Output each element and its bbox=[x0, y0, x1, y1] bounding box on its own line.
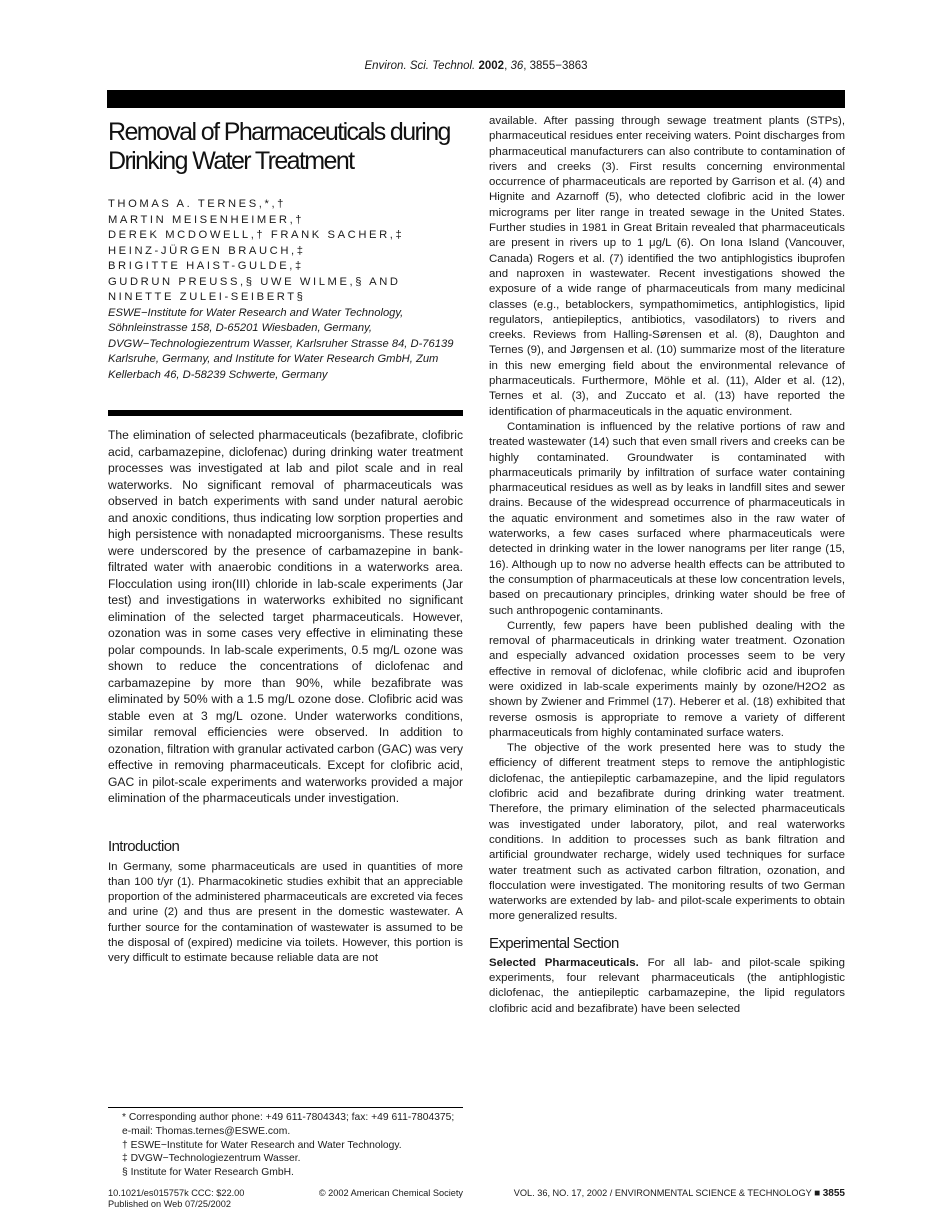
header-rule bbox=[107, 90, 845, 108]
footer-left bbox=[108, 1188, 463, 1210]
abstract-rule bbox=[108, 410, 463, 416]
author-line: GUDRUN PREUSS,§ UWE WILME,§ AND bbox=[108, 275, 401, 288]
journal-pages: 3855−3863 bbox=[529, 60, 588, 72]
intro-paragraph: The objective of the work presented here was to study the efficiency of different treatment steps to remove the antiphlogistic diclofenac, the antiepileptic carbamazepine, and the lipid regulators clofibric acid and bezafibrate during drinking water treatment. Therefore, the primary elimination of the selected pharmaceuticals was investigated under laboratory, pilot, and real waterworks conditions. In addition to processes such as bank filtration and artificial groundwater recharge, widely used techniques for surface water treatment such as activated carbon filtration, ozonation, and flocculation were investigated. The monitoring results of two German waterworks are extended by lab- and pilot-scale experiments to obtain more generalized results. bbox=[489, 742, 845, 923]
experimental-paragraph bbox=[489, 956, 845, 1017]
abstract: The elimination of selected pharmaceuticals (bezafibrate, clofibric acid, carbamazepine, diclofenac) during drinking water treatment processes was investigated at lab and pilot scale and in real waterworks. No significant removal of pharmaceuticals was observed in batch experiments with sand under natural aerobic and anoxic conditions, thus indicating low sorption properties and high persistence with nonadapted microorganisms. These results were underscored by the presence of carbamazepine in bank-filtrated water with anaerobic conditions in a waterworks area. Flocculation using iron(III) chloride in lab-scale experiments (Jar test) and investigations in waterworks exhibited no significant elimination of the selected target pharmaceuticals. However, ozonation was in some cases very effective in eliminating these polar compounds. In lab-scale experiments, 0.5 mg/L ozone was shown to reduce the concentrations of diclofenac and carbamazepine by more than 90%, while bezafibrate was eliminated by 50% with a 1.5 mg/L ozone dose. Clofibric acid was stable even at 3 mg/L ozone. Under waterworks conditions, similar removal efficiencies were observed. In addition to ozonation, filtration with granular activated carbon (GAC) was very effective in removing pharmaceuticals. Except for clofibric acid, GAC in pilot-scale experiments and waterworks provided a major elimination of the pharmaceuticals under investigation. bbox=[108, 428, 463, 805]
author-line: BRIGITTE HAIST-GULDE,‡ bbox=[108, 260, 304, 272]
footnote: * Corresponding author phone: +49 611-7804343; fax: +49 611-7804375; e-mail: Thomas.ternes@ESWE.com. bbox=[122, 1112, 455, 1137]
author-line: MARTIN MEISENHEIMER,† bbox=[108, 213, 305, 226]
journal-volume: 36 bbox=[510, 60, 524, 72]
right-column bbox=[489, 114, 845, 1017]
footnotes bbox=[108, 1107, 463, 1180]
experimental-subheading: Selected Pharmaceuticals. bbox=[489, 956, 639, 969]
footer-right bbox=[489, 1188, 845, 1199]
page-number: 3855 bbox=[822, 1188, 845, 1199]
author-line: HEINZ-JÜRGEN BRAUCH,‡ bbox=[108, 244, 306, 257]
doi-row bbox=[108, 1188, 463, 1199]
affiliations: ESWE−Institute for Water Research and Water Technology, Söhnleinstrasse 158, D-65201 Wiesbaden, Germany, DVGW−Technologiezentrum Wasser, Karlsruher Strasse 84, D-76139 Karlsruhe, Germany, and Institute for Water Research GmbH, Zum Kellerbach 46, D-58239 Schwerte, Germany bbox=[108, 306, 454, 381]
journal-year: 2002 bbox=[478, 60, 505, 72]
intro-paragraph: In Germany, some pharmaceuticals are used in quantities of more than 100 t/yr (1). Pharmacokinetic studies exhibit that an appreciable proportion of the administered pharmaceuticals are excreted via feces and urine (2) and thus are present in the domestic wastewater. A further source for the contamination of wastewater is assumed to be the disposal of (expired) medicine via toilets. However, this portion is very difficult to estimate because reliable data are not bbox=[108, 860, 463, 965]
author-list bbox=[108, 197, 463, 306]
article-title: Removal of Pharmaceuticals during Drinking Water Treatment bbox=[108, 118, 450, 175]
left-column bbox=[108, 114, 463, 967]
footnote: † ESWE−Institute for Water Research and Water Technology. bbox=[122, 1139, 402, 1151]
intro-paragraph: Contamination is influenced by the relative portions of raw and treated wastewater (14) such that even small rivers and creeks can be highly contaminated. Groundwater is contaminated with pharmaceuticals primarily by infiltration of surface water containing pharmaceutical residues as well as by leaks in landfill sites and sewer drains. Because of the widespread occurrence of pharmaceuticals in the aquatic environment and sometimes also in the raw water of waterworks, a few cases surfaced where pharmaceuticals were detected in drinking water in the lower nanograms per liter range (15, 16). Although up to now no adverse health effects can be attributed to the consumption of pharmaceuticals at these low concentration levels, based on precautionary principles, drinking water should be free of such anthropogenic contaminants. bbox=[489, 420, 845, 617]
journal-name: Environ. Sci. Technol. bbox=[364, 60, 476, 72]
footnote-rule bbox=[108, 1107, 463, 1108]
footnote: ‡ DVGW−Technologiezentrum Wasser. bbox=[122, 1153, 301, 1165]
published-date: Published on Web 07/25/2002 bbox=[108, 1199, 231, 1209]
introduction-heading: Introduction bbox=[108, 837, 180, 855]
copyright: © 2002 American Chemical Society bbox=[318, 1188, 463, 1198]
experimental-text: For all lab- and pilot-scale spiking experiments, four relevant pharmaceuticals (the antiphlogistic diclofenac, the antiepileptic carbamazepine, the lipid regulators clofibric acid and bezafibrate) have been selected bbox=[489, 956, 845, 1015]
intro-paragraph: Currently, few papers have been published dealing with the removal of pharmaceuticals in drinking water treatment. Ozonation and especially advanced oxidation processes seem to be very effective in removal of diclofenac, while clofibric acid and ibuprofen were oxidized in lab-scale experiments mainly by ozone/H2O2 as shown by Zwiener and Frimmel (17). Heberer et al. (18) exhibited that reverse osmosis is appropriate to remove a variety of different pharmaceuticals from highly contaminated surface waters. bbox=[489, 619, 845, 739]
author-line: THOMAS A. TERNES,*,† bbox=[108, 198, 286, 210]
author-line: DEREK MCDOWELL,† FRANK SACHER,‡ bbox=[108, 229, 405, 241]
volume-line: VOL. 36, NO. 17, 2002 / ENVIRONMENTAL SCIENCE & TECHNOLOGY bbox=[513, 1188, 812, 1198]
doi: 10.1021/es015757k CCC: $22.00 bbox=[108, 1188, 245, 1198]
footnote: § Institute for Water Research GmbH. bbox=[122, 1167, 294, 1179]
intro-paragraph: available. After passing through sewage treatment plants (STPs), pharmaceutical residues enter receiving waters. Point discharges from pharmaceutical manufacturers can also contribute to contamination of rivers and creeks (3). First results concerning environmental occurrence of pharmaceuticals are reported by Garrison et al. (4) and Hignite and Azarnoff (5), who detected clofibric acid in the lower micrograms per liter range in treated sewage in the United States. Further studies in 1981 in Great Britain revealed that pharmaceuticals are present in rivers up to 1 μg/L (6). On Iona Island (Vancouver, Canada) Rogers et al. (7) identified the two antiphlogistics ibuprofen and naproxen in wastewater. Recent investigations showed the exposure of a wide range of pharmaceuticals from many medicinal classes (e.g., betablockers, sympathomimetics, antiphlogistics, lipid regulators, antiepileptics, antibiotics, vasodilators) to rivers and creeks. Reviews from Halling-Sørensen et al. (8), Daughton and Ternes (9), and Jørgensen et al. (10) summarize most of the literature in this new emerging field about the environmental relevance of pharmaceuticals. Furthermore, Möhle et al. (11), Alder et al. (12), Ternes et al. (3), and Zuccato et al. (13) have reported the identification of pharmaceuticals in the aquatic environment. bbox=[489, 115, 845, 418]
author-line: NINETTE ZULEI-SEIBERT§ bbox=[108, 291, 306, 303]
journal-header: Environ. Sci. Technol. 2002, 36, 3855−3863 bbox=[364, 60, 588, 72]
experimental-heading: Experimental Section bbox=[489, 934, 619, 952]
page-marker: ■ bbox=[814, 1188, 821, 1199]
